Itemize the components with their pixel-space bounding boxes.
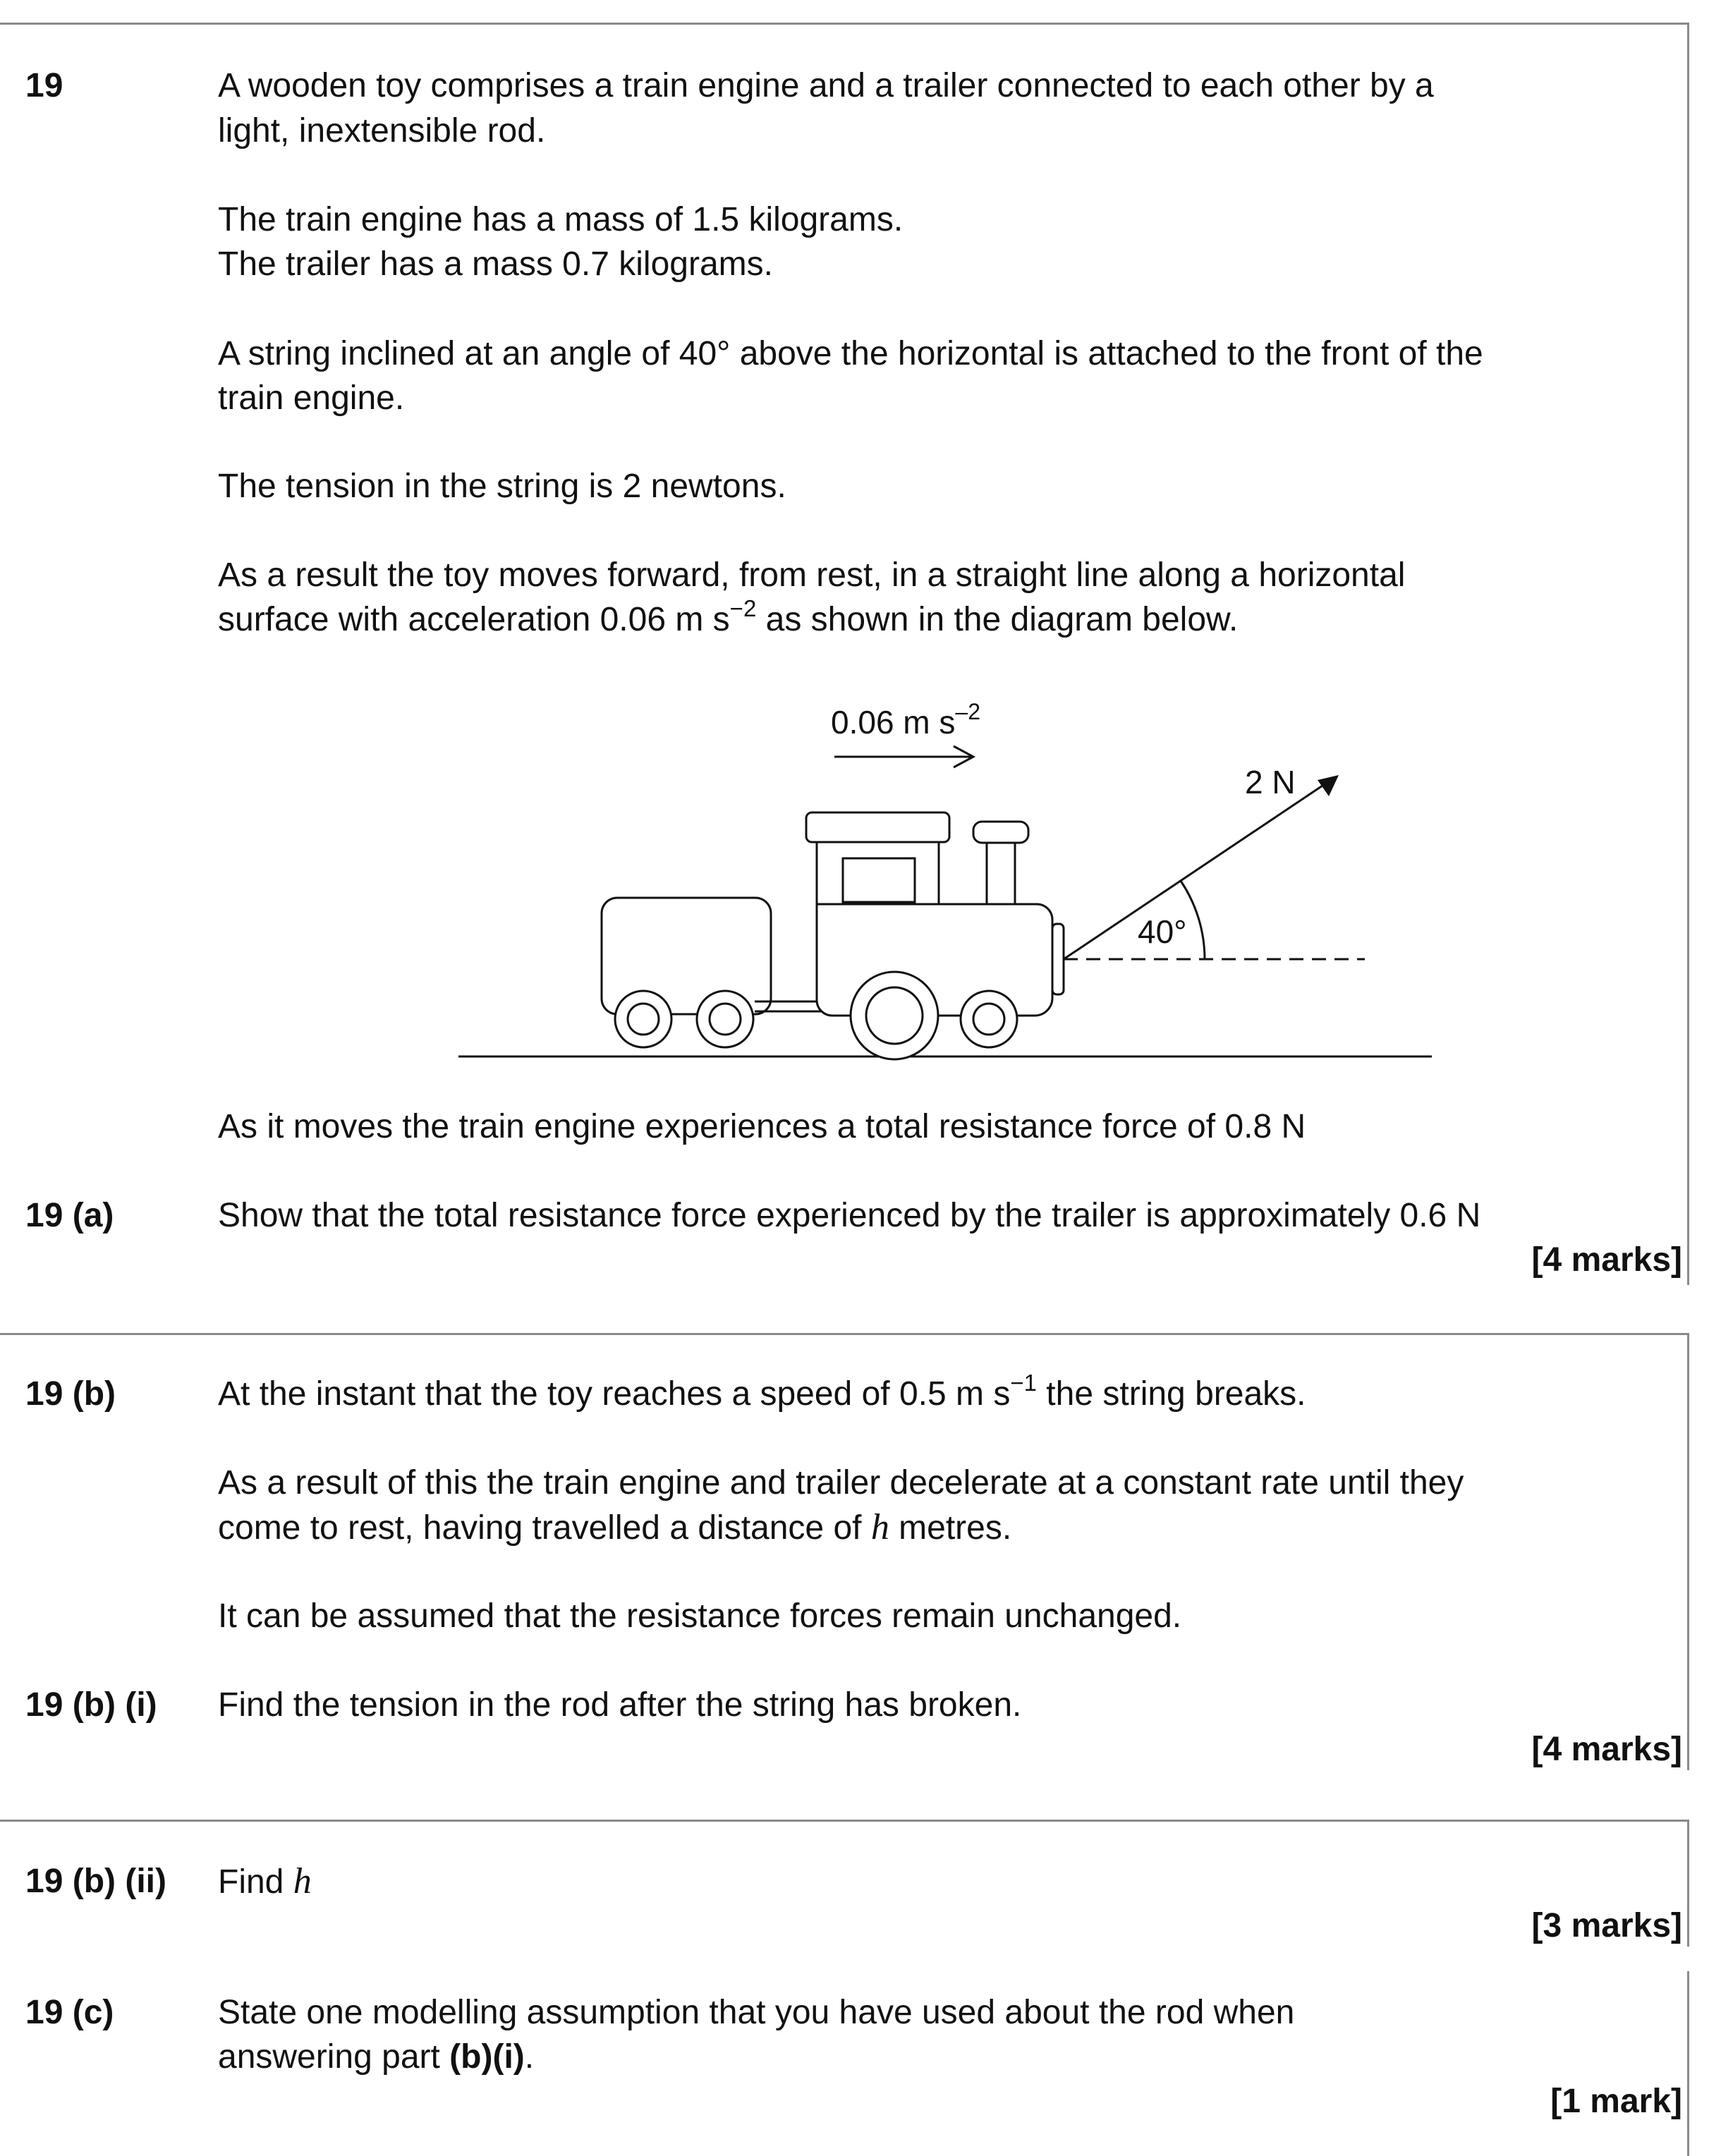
part-c-reference: (b)(i) [449,2038,525,2076]
box1-right-border [1687,23,1689,1285]
part-c-line-2-start: answering part [218,2038,450,2076]
part-b-ii-find: Find [218,1863,293,1901]
speed-exponent: −1 [1010,1370,1037,1396]
box2-top-border [0,1333,1689,1335]
variable-h: h [870,1507,889,1547]
tension-text: The tension in the string is 2 newtons. [218,468,786,505]
box3-top-border [0,1820,1689,1822]
box4-right-border [1687,1971,1689,2156]
chimney-cap [973,822,1028,843]
part-b-ii-number: 19 (b) (ii) [25,1863,166,1900]
box1-top-border [0,23,1689,25]
part-c-marks: [1 mark] [1550,2083,1682,2120]
part-b-i-marks: [4 marks] [1531,1731,1682,1768]
trailer-wheel-left [615,991,671,1047]
engine-buffer [1052,924,1064,994]
accel-label: 0.06 m $s^{-2}$ [831,699,981,741]
part-b-line-2: As a result of this the train engine and trailer decelerate at a constant rate until they [218,1464,1464,1502]
part-b-line-3 [218,1505,1011,1551]
question-number: 19 [25,67,63,104]
result-line-1: As a result the toy moves forward, from rest, in a straight line along a horizontal [218,556,1406,594]
box2-right-border [1687,1333,1689,1770]
engine-roof [806,812,949,842]
part-b-ii-text [218,1859,312,1905]
part-b-line-3-start: come to rest, having travelled a distance of [218,1509,871,1547]
part-b-number: 19 (b) [25,1375,116,1413]
result-line-2-end: as shown in the diagram below. [756,601,1239,638]
string-line-2: train engine. [218,379,405,417]
angle-label: 40° [1138,913,1187,950]
part-c-line-2 [218,2035,534,2080]
part-a-marks: [4 marks] [1531,1241,1682,1279]
engine-big-wheel [851,972,938,1059]
part-b-line-3-end: metres. [889,1509,1012,1547]
part-a-number: 19 (a) [25,1197,114,1234]
intro-line-2: light, inextensible rod. [218,112,546,150]
train-diagram [451,695,1453,1076]
trailer-mass-text: The trailer has a mass 0.7 kilograms. [218,245,773,283]
part-b-ii-marks: [3 marks] [1531,1907,1682,1944]
part-c-line-1: State one modelling assumption that you have used about the rod when [218,1994,1295,2031]
part-b-line-4: It can be assumed that the resistance forces remain unchanged. [218,1597,1182,1635]
force-label: 2 N [1245,764,1296,800]
result-line-2-start: surface with acceleration 0.06 m s [218,601,730,638]
part-b-i-text: Find the tension in the rod after the string has broken. [218,1686,1022,1724]
string-line-1: A string inclined at an angle of 40° above the horizontal is attached to the front of the [218,335,1483,372]
result-line-2 [218,597,1238,645]
trailer-wheel-right [697,991,753,1047]
engine-mass-text: The train engine has a mass of 1.5 kilograms. [218,201,904,238]
variable-h-2: h [293,1861,312,1901]
part-b-i-number: 19 (b) (i) [25,1686,157,1724]
string-line [1064,784,1325,959]
part-a-text: Show that the total resistance force experienced by the trailer is approximately 0.6 N [218,1197,1481,1234]
part-c-line-2-end: . [524,2038,535,2076]
part-b-line-1-end: the string breaks. [1036,1375,1306,1413]
part-c-number: 19 (c) [25,1994,114,2031]
box3-right-border [1687,1820,1689,1947]
accel-exponent: −2 [729,595,757,621]
engine-small-wheel [961,991,1017,1047]
part-b-line-1-start: At the instant that the toy reaches a speed of 0.5 m s [218,1375,1011,1413]
chimney-stack [987,843,1015,904]
intro-line-1: A wooden toy comprises a train engine and a trailer connected to each other by a [218,67,1434,104]
resistance-text: As it moves the train engine experiences a total resistance force of 0.8 N [218,1108,1306,1145]
part-b-line-1 [218,1372,1306,1420]
